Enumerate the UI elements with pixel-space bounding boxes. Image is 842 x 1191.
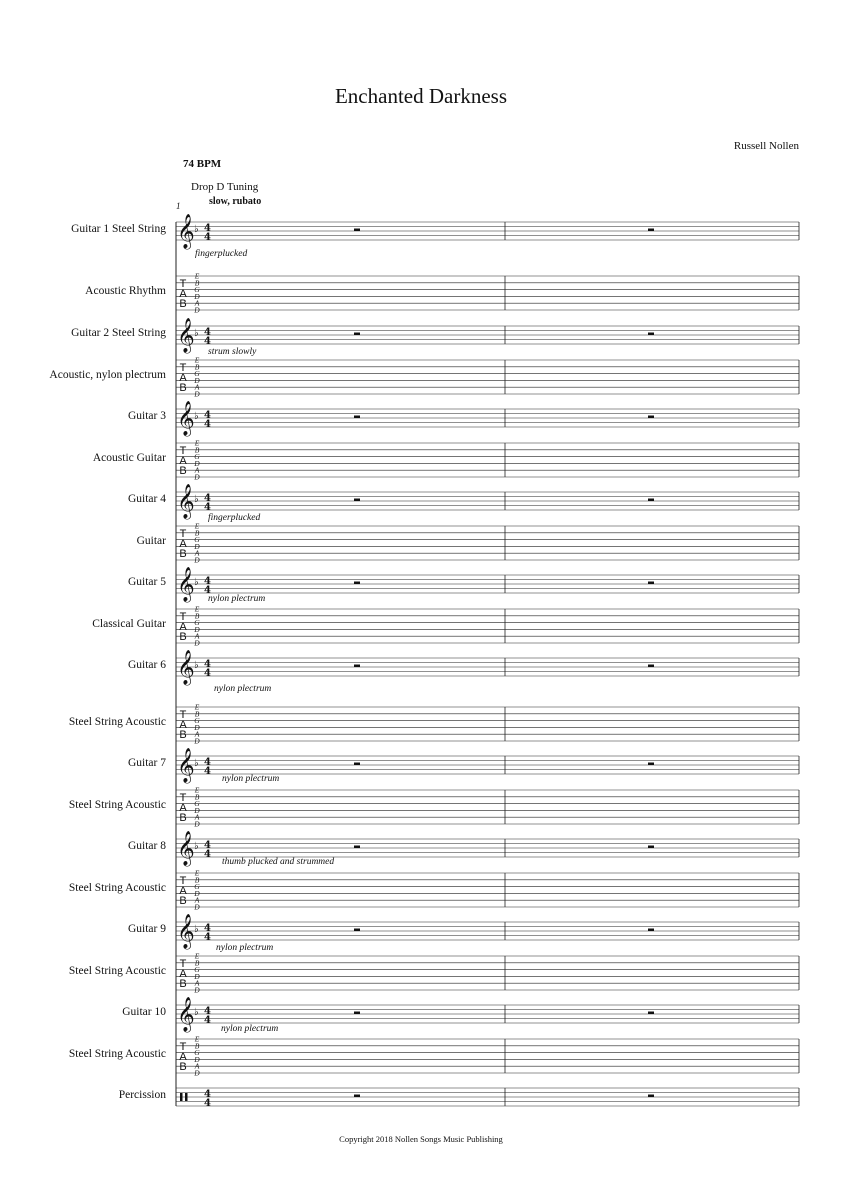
- tab-clef-letter: B: [179, 978, 187, 990]
- flat-key-signature-icon: ♭: [194, 328, 199, 339]
- tab-string-name: E: [194, 438, 200, 448]
- instrument-label: Steel String Acoustic: [68, 716, 166, 728]
- measure-number: 1: [176, 201, 181, 211]
- tab-clef-letter: A: [179, 719, 187, 731]
- tab-string-name: A: [194, 631, 200, 641]
- tab-string-name: E: [194, 702, 200, 712]
- instrument-label: Acoustic Rhythm: [85, 285, 166, 297]
- time-signature-bottom: 4: [204, 766, 211, 777]
- instrument-label: Guitar 1 Steel String: [71, 223, 166, 235]
- instrument-label: Guitar 2 Steel String: [71, 327, 166, 339]
- treble-clef-icon: 𝄞: [177, 997, 195, 1032]
- whole-rest-icon: [648, 665, 654, 668]
- tab-clef-letter: T: [179, 958, 187, 970]
- tab-string-name: B: [194, 278, 200, 288]
- score-title: Enchanted Darkness: [334, 84, 508, 108]
- flat-key-signature-icon: ♭: [194, 411, 199, 422]
- instrument-label: Percission: [118, 1089, 166, 1101]
- tab-clef-letter: T: [179, 445, 187, 457]
- instrument-label: Steel String Acoustic: [68, 799, 166, 811]
- staff-tab: [176, 952, 799, 995]
- time-signature-top: 4: [204, 493, 211, 504]
- tab-string-name: E: [194, 271, 200, 281]
- time-signature-top: 4: [204, 659, 211, 670]
- tab-string-name: E: [194, 868, 200, 878]
- staff-treble: [176, 484, 799, 520]
- tab-clef-letter: B: [179, 298, 187, 310]
- flat-key-signature-icon: ♭: [194, 224, 199, 235]
- whole-rest-icon: [648, 929, 654, 932]
- flat-key-signature-icon: ♭: [194, 841, 199, 852]
- whole-rest-icon: [354, 1095, 360, 1098]
- tab-string-name: B: [194, 709, 200, 719]
- playing-technique-annotation: fingerplucked: [195, 249, 248, 259]
- instrument-label: Acoustic, nylon plectrum: [49, 369, 166, 381]
- tab-string-name: D: [194, 375, 200, 385]
- tab-string-name: A: [194, 548, 200, 558]
- treble-clef-icon: 𝄞: [177, 748, 195, 783]
- time-signature-top: 4: [204, 223, 211, 234]
- whole-rest-icon: [354, 229, 360, 232]
- tab-clef-letter: A: [179, 288, 187, 300]
- tab-clef-letter: T: [179, 278, 187, 290]
- whole-rest-icon: [648, 763, 654, 766]
- tab-clef-letter: B: [179, 465, 187, 477]
- treble-clef-icon: 𝄞: [177, 401, 195, 436]
- tab-clef-letter: B: [179, 729, 187, 741]
- tab-string-name: D: [194, 305, 200, 315]
- time-signature-top: 4: [204, 923, 211, 934]
- time-signature-top: 4: [204, 840, 211, 851]
- tab-clef-letter: A: [179, 455, 187, 467]
- tab-clef-letter: A: [179, 968, 187, 980]
- tab-clef-letter: B: [179, 382, 187, 394]
- whole-rest-icon: [354, 416, 360, 419]
- whole-rest-icon: [648, 1095, 654, 1098]
- tab-string-name: E: [194, 604, 200, 614]
- tab-clef-letter: A: [179, 538, 187, 550]
- instrument-label: Guitar 4: [127, 493, 166, 505]
- treble-clef-icon: 𝄞: [177, 318, 195, 353]
- copyright-notice: Copyright 2018 Nollen Songs Music Publishing: [339, 1134, 503, 1144]
- tab-string-name: G: [194, 716, 200, 726]
- tempo-marking: 74 BPM: [183, 158, 222, 170]
- whole-rest-icon: [648, 499, 654, 502]
- tab-string-name: D: [194, 902, 200, 912]
- tab-string-name: D: [194, 888, 200, 898]
- time-signature-bottom: 4: [204, 336, 211, 347]
- whole-rest-icon: [648, 582, 654, 585]
- tab-clef-letter: T: [179, 611, 187, 623]
- tab-string-name: D: [194, 1054, 200, 1064]
- staff-tab: [176, 605, 799, 648]
- whole-rest-icon: [354, 499, 360, 502]
- tab-string-name: B: [194, 958, 200, 968]
- tab-string-name: E: [194, 355, 200, 365]
- tab-string-name: D: [194, 472, 200, 482]
- staff-tab: [176, 1035, 799, 1078]
- whole-rest-icon: [354, 333, 360, 336]
- tuning-text: Drop D Tuning: [191, 181, 259, 193]
- composer-name: Russell Nollen: [733, 140, 799, 152]
- playing-technique-annotation: nylon plectrum: [208, 594, 266, 604]
- whole-rest-icon: [354, 665, 360, 668]
- flat-key-signature-icon: ♭: [194, 660, 199, 671]
- staff-treble: [176, 318, 799, 354]
- tab-clef-letter: A: [179, 372, 187, 384]
- staff-tab: [176, 439, 799, 482]
- staff-treble: [176, 650, 799, 686]
- whole-rest-icon: [648, 229, 654, 232]
- tab-string-name: A: [194, 1061, 200, 1071]
- tab-string-name: D: [194, 638, 200, 648]
- tab-clef-letter: A: [179, 621, 187, 633]
- playing-technique-annotation: nylon plectrum: [222, 774, 280, 784]
- tab-string-name: B: [194, 445, 200, 455]
- tab-string-name: D: [194, 819, 200, 829]
- tab-string-name: B: [194, 875, 200, 885]
- instrument-label: Guitar 8: [127, 840, 166, 852]
- treble-clef-icon: 𝄞: [177, 650, 195, 685]
- tab-string-name: A: [194, 382, 200, 392]
- playing-technique-annotation: thumb plucked and strummed: [222, 857, 335, 867]
- tab-string-name: E: [194, 521, 200, 531]
- whole-rest-icon: [648, 846, 654, 849]
- staff-treble: [176, 401, 799, 437]
- tab-string-name: G: [194, 1048, 200, 1058]
- tab-string-name: G: [194, 799, 200, 809]
- instrument-label: Guitar 10: [122, 1006, 166, 1018]
- staff-perc: [176, 1088, 799, 1109]
- whole-rest-icon: [354, 582, 360, 585]
- tab-string-name: D: [194, 458, 200, 468]
- tab-clef-letter: B: [179, 895, 187, 907]
- instrument-label: Steel String Acoustic: [68, 1048, 166, 1060]
- tab-string-name: G: [194, 535, 200, 545]
- tab-string-name: D: [194, 291, 200, 301]
- tab-string-name: G: [194, 618, 200, 628]
- treble-clef-icon: 𝄞: [177, 914, 195, 949]
- tab-string-name: E: [194, 785, 200, 795]
- playing-technique-annotation: nylon plectrum: [221, 1024, 279, 1034]
- whole-rest-icon: [354, 1012, 360, 1015]
- tab-string-name: B: [194, 362, 200, 372]
- time-signature-bottom: 4: [204, 585, 211, 596]
- tab-string-name: E: [194, 951, 200, 961]
- tab-clef-letter: A: [179, 802, 187, 814]
- time-signature-bottom: 4: [204, 1098, 211, 1109]
- tab-clef-letter: A: [179, 885, 187, 897]
- instrument-label: Guitar: [136, 535, 166, 547]
- tab-string-name: D: [194, 971, 200, 981]
- tab-string-name: D: [194, 389, 200, 399]
- tab-string-name: G: [194, 965, 200, 975]
- time-signature-top: 4: [204, 757, 211, 768]
- flat-key-signature-icon: ♭: [194, 1007, 199, 1018]
- tab-string-name: A: [194, 812, 200, 822]
- whole-rest-icon: [648, 333, 654, 336]
- staff-tab: [176, 703, 799, 746]
- tab-string-name: D: [194, 722, 200, 732]
- whole-rest-icon: [648, 416, 654, 419]
- tab-string-name: D: [194, 1068, 200, 1078]
- tab-string-name: D: [194, 541, 200, 551]
- tab-clef-letter: T: [179, 528, 187, 540]
- time-signature-top: 4: [204, 576, 211, 587]
- tab-string-name: E: [194, 1034, 200, 1044]
- time-signature-top: 4: [204, 1089, 211, 1100]
- flat-key-signature-icon: ♭: [194, 494, 199, 505]
- time-signature-top: 4: [204, 1006, 211, 1017]
- flat-key-signature-icon: ♭: [194, 924, 199, 935]
- playing-technique-annotation: nylon plectrum: [214, 684, 272, 694]
- treble-clef-icon: 𝄞: [177, 484, 195, 519]
- tab-clef-letter: B: [179, 1061, 187, 1073]
- tab-string-name: B: [194, 792, 200, 802]
- instrument-label: Acoustic Guitar: [92, 452, 166, 464]
- flat-key-signature-icon: ♭: [194, 758, 199, 769]
- tab-string-name: A: [194, 729, 200, 739]
- whole-rest-icon: [354, 763, 360, 766]
- playing-technique-annotation: strum slowly: [208, 347, 257, 357]
- percussion-clef-icon: [185, 1093, 188, 1101]
- tab-string-name: A: [194, 978, 200, 988]
- time-signature-bottom: 4: [204, 932, 211, 943]
- tab-clef-letter: T: [179, 875, 187, 887]
- treble-clef-icon: 𝄞: [177, 831, 195, 866]
- staff-tab: [176, 272, 799, 315]
- treble-clef-icon: 𝄞: [177, 567, 195, 602]
- tab-string-name: D: [194, 624, 200, 634]
- tab-string-name: A: [194, 895, 200, 905]
- treble-clef-icon: 𝄞: [177, 214, 195, 249]
- instrument-label: Guitar 5: [127, 576, 166, 588]
- percussion-clef-icon: [180, 1093, 183, 1101]
- tab-clef-letter: T: [179, 709, 187, 721]
- tab-string-name: B: [194, 611, 200, 621]
- time-signature-top: 4: [204, 327, 211, 338]
- tab-string-name: A: [194, 465, 200, 475]
- staff-tab: [176, 786, 799, 829]
- tab-clef-letter: B: [179, 812, 187, 824]
- tab-string-name: D: [194, 805, 200, 815]
- whole-rest-icon: [354, 846, 360, 849]
- tab-clef-letter: T: [179, 792, 187, 804]
- instrument-label: Guitar 7: [127, 757, 166, 769]
- instrument-label: Steel String Acoustic: [68, 965, 166, 977]
- staff-tab: [176, 869, 799, 912]
- playing-technique-annotation: fingerplucked: [208, 513, 261, 523]
- tab-clef-letter: B: [179, 548, 187, 560]
- tab-clef-letter: T: [179, 362, 187, 374]
- tab-string-name: G: [194, 452, 200, 462]
- time-signature-bottom: 4: [204, 502, 211, 513]
- tab-string-name: A: [194, 298, 200, 308]
- staff-tab: [176, 356, 799, 399]
- time-signature-bottom: 4: [204, 232, 211, 243]
- tab-clef-letter: A: [179, 1051, 187, 1063]
- time-signature-top: 4: [204, 410, 211, 421]
- time-signature-bottom: 4: [204, 1015, 211, 1026]
- time-signature-bottom: 4: [204, 419, 211, 430]
- instrument-label: Steel String Acoustic: [68, 882, 166, 894]
- tab-string-name: D: [194, 736, 200, 746]
- instrument-label: Classical Guitar: [92, 618, 166, 630]
- whole-rest-icon: [648, 1012, 654, 1015]
- staff-tab: [176, 522, 799, 565]
- whole-rest-icon: [354, 929, 360, 932]
- instrument-label: Guitar 3: [127, 410, 166, 422]
- staff-treble: [176, 214, 799, 250]
- instrument-label: Guitar 6: [127, 659, 166, 671]
- staff-treble: [176, 567, 799, 603]
- expression-marking: slow, rubato: [209, 196, 262, 207]
- tab-string-name: B: [194, 528, 200, 538]
- tab-clef-letter: B: [179, 631, 187, 643]
- tab-string-name: G: [194, 882, 200, 892]
- instrument-label: Guitar 9: [127, 923, 166, 935]
- tab-clef-letter: T: [179, 1041, 187, 1053]
- tab-string-name: G: [194, 369, 200, 379]
- tab-string-name: B: [194, 1041, 200, 1051]
- time-signature-bottom: 4: [204, 849, 211, 860]
- tab-string-name: D: [194, 555, 200, 565]
- tab-string-name: G: [194, 285, 200, 295]
- time-signature-bottom: 4: [204, 668, 211, 679]
- playing-technique-annotation: nylon plectrum: [216, 943, 274, 953]
- tab-string-name: D: [194, 985, 200, 995]
- flat-key-signature-icon: ♭: [194, 577, 199, 588]
